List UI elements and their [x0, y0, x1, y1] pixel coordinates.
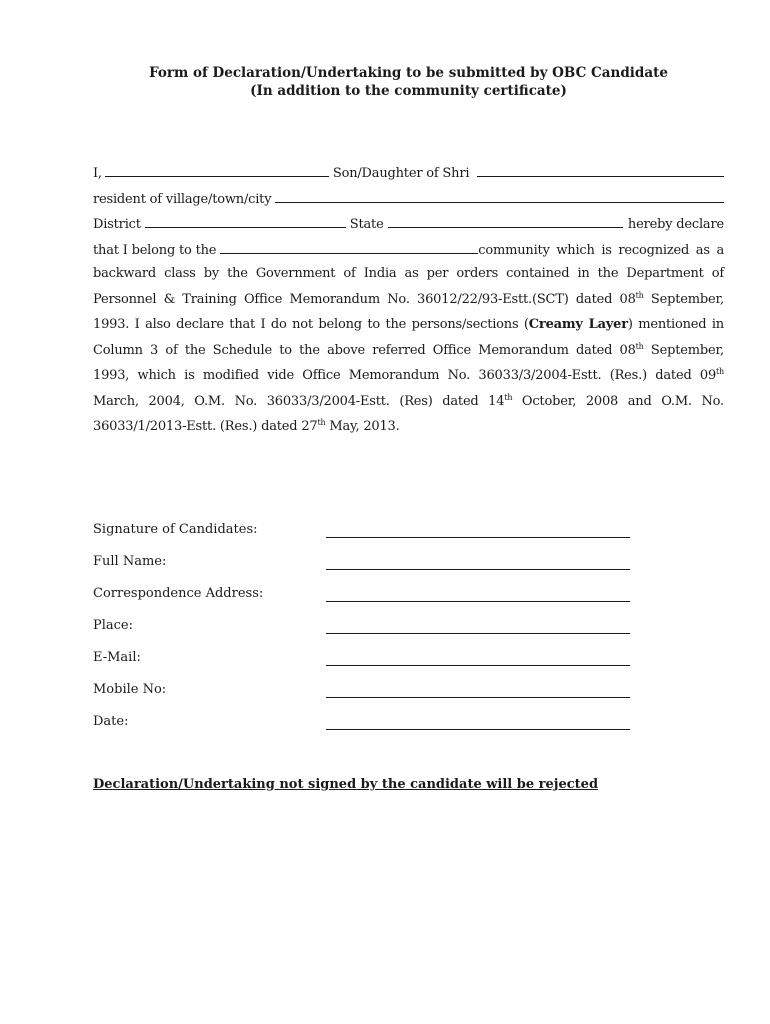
declaration-line-1	[93, 163, 724, 181]
mobile-label: Mobile No:	[93, 682, 167, 697]
rejection-warning: Declaration/Undertaking not signed by the candidate will be rejected	[93, 777, 599, 792]
date-field-line[interactable]	[326, 729, 630, 730]
district-label: District	[93, 217, 141, 232]
residence-label: resident of village/town/city	[93, 191, 272, 207]
declaration-line-7: 1993. I also declare that I do not belong to the persons/sections (Creamy Layer) mentioned in	[93, 317, 724, 332]
email-field-line[interactable]	[326, 665, 630, 666]
address-label: Correspondence Address:	[93, 586, 264, 601]
place-field-line[interactable]	[326, 633, 630, 634]
date-label: Date:	[93, 714, 129, 729]
belong-label: that I belong to the	[93, 242, 217, 258]
district-blank[interactable]	[145, 214, 346, 228]
declarant-prefix: I,	[93, 166, 102, 181]
signature-label: Signature of Candidates:	[93, 522, 258, 537]
declaration-line-6: Personnel & Training Office Memorandum No. 36012/22/93-Estt.(SCT) dated 08th September,	[93, 290, 724, 307]
signature-field-line[interactable]	[326, 537, 630, 538]
form-title: Form of Declaration/Undertaking to be submitted by OBC Candidate	[149, 65, 668, 81]
creamy-layer-emphasis: Creamy Layer	[528, 317, 628, 332]
declaration-line-10: March, 2004, O.M. No. 36033/3/2004-Estt. (Res) dated 14th October, 2008 and O.M. No.	[93, 392, 724, 409]
address-field-line[interactable]	[326, 601, 630, 602]
declaration-line-4	[93, 240, 724, 258]
community-blank[interactable]	[220, 240, 478, 254]
declaration-line-8: Column 3 of the Schedule to the above referred Office Memorandum dated 08th September,	[93, 341, 724, 358]
mobile-field-line[interactable]	[326, 697, 630, 698]
parent-name-blank[interactable]	[477, 163, 724, 177]
place-label: Place:	[93, 618, 134, 633]
community-recognized-label: community which is recognized as a	[478, 242, 724, 258]
full-name-label: Full Name:	[93, 554, 167, 569]
declaration-line-3	[93, 214, 724, 232]
state-blank[interactable]	[388, 214, 623, 228]
full-name-field-line[interactable]	[326, 569, 630, 570]
declaration-line-11: 36033/1/2013-Estt. (Res.) dated 27th May, 2013.	[93, 418, 400, 434]
declaration-line-5: backward class by the Government of India as per orders contained in the Department of	[93, 266, 724, 281]
declaration-line-9: 1993, which is modified vide Office Memorandum No. 36033/3/2004-Estt. (Res.) dated 09th	[93, 367, 724, 383]
form-subtitle: (In addition to the community certificate)	[250, 83, 567, 99]
email-label: E-Mail:	[93, 650, 141, 665]
declare-label: hereby declare	[627, 217, 724, 232]
state-label: State	[349, 217, 384, 232]
parent-label: Son/Daughter of Shri	[332, 166, 470, 181]
candidate-name-blank[interactable]	[105, 163, 329, 177]
declaration-line-2	[93, 189, 724, 207]
village-town-city-blank[interactable]	[275, 189, 724, 203]
